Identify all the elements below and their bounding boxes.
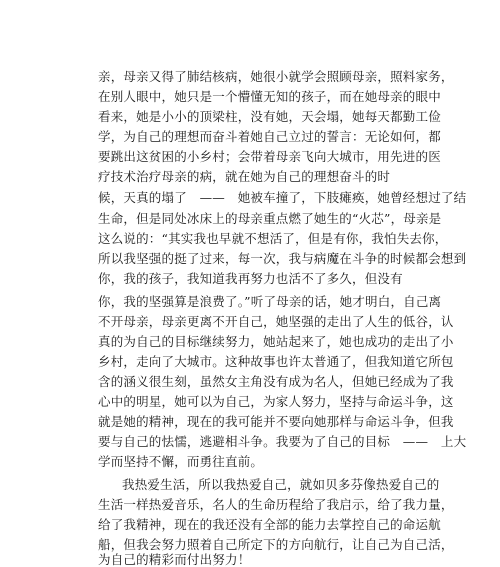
- text-line: 所以我坚强的挺了过来，每一次，我与病魔在斗争的时候都会想到: [98, 251, 467, 266]
- text-line: 真的为自己的目标继续努力，她站起来了，她也成功的走出了小: [98, 334, 454, 349]
- text-line: 在别人眼中，她只是一个懵懂无知的孩子，而在她母亲的眼中: [98, 89, 441, 104]
- text-line: 生命，但是同处冰床上的母亲重点燃了她生的“火芯”，母亲是: [98, 211, 442, 226]
- text-line: 船，但我会努力照着自己所定下的方向航行，让自己为自己活，: [98, 537, 454, 552]
- text-line: 给了我精神，现在的我还没有全部的能力去掌控自己的命运航: [98, 517, 441, 532]
- text-line: 你，我的孩子，我知道我再努力也活不了多久，但没有: [98, 271, 403, 286]
- text-line: 这么说的：“其实我也早就不想活了，但是有你，我怕失去你，: [98, 231, 448, 246]
- text-line: 要跳出这贫困的小乡村；会带着母亲飞向大城市，用先进的医: [98, 149, 441, 164]
- text-line: 学，为自己的理想而奋斗着她自己立过的誓言：无论如何，都: [98, 129, 441, 144]
- text-line: 含的涵义很生刻，虽然女主角没有成为名人，但她已经成为了我: [98, 374, 454, 389]
- text-line: 候，天真的塌了 —— 她被车撞了，下肢瘫痪，她曾经想过了结: [98, 190, 467, 205]
- text-line: 学而坚持不懈，而勇往直前。: [98, 454, 264, 469]
- text-line: 亲，母亲又得了肺结核病，她很小就学会照顾母亲，照料家务，: [98, 69, 454, 84]
- text-line: 要与自己的怯懦，逃避相斗争。我要为了自己的目标 —— 上大: [98, 434, 467, 449]
- text-line: 不开母亲，母亲更离不开自己，她坚强的走出了人生的低谷，认: [98, 314, 454, 329]
- text-line: 你，我的坚强算是浪费了。”听了母亲的话，她才明白，自己离: [98, 294, 442, 309]
- text-line: 生活一样热爱音乐，名人的生命历程给了我启示，给了我力量，: [98, 497, 454, 512]
- text-line: 心中的明星，她可以为自己，为家人努力，坚持与命运斗争，这: [98, 394, 454, 409]
- text-line: 乡村，走向了大城市。这种故事也许太普通了，但我知道它所包: [98, 354, 454, 369]
- text-line: 看来，她是小小的顶梁柱，没有她，天会塌，她每天都勤工俭: [98, 109, 441, 124]
- text-line: 为自己的精彩而付出努力！: [98, 552, 251, 567]
- text-line: 就是她的精神，现在的我可能并不要向她那样与命运斗争，但我: [98, 414, 454, 429]
- text-line: 疗技术治疗母亲的病，就在她为自己的理想奋斗的时: [98, 169, 391, 184]
- text-line: 我热爱生活，所以我热爱自己，就如贝多芬像热爱自己的: [122, 477, 440, 492]
